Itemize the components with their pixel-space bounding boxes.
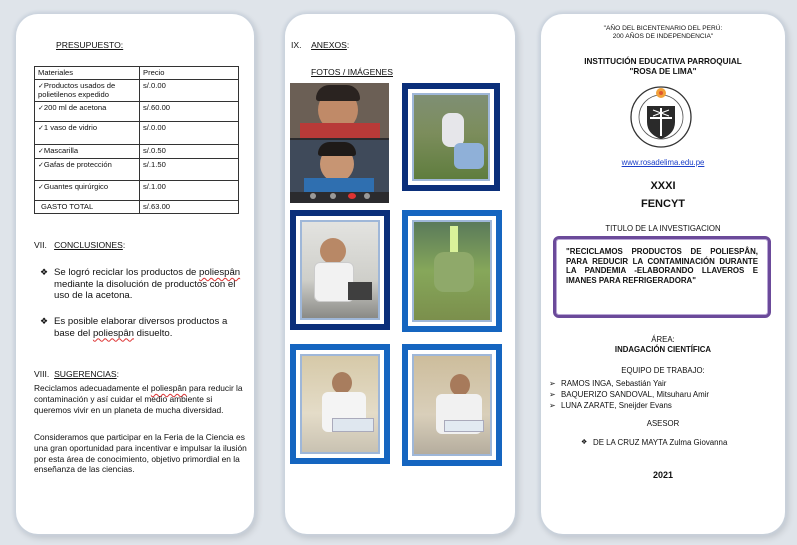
panel-annexes (285, 14, 515, 534)
suggestions-heading: VIII. SUGERENCIAS: (34, 369, 120, 379)
team-member: ➢ BAQUERIZO SANDOVAL, Mitsuharu Amir (549, 390, 710, 399)
check-icon: ✓ (38, 125, 44, 132)
diamond-bullet-icon: ❖ (40, 316, 49, 326)
team-member: ➢ RAMOS INGA, Sebastián Yair (549, 379, 667, 388)
panel-cover (541, 14, 785, 534)
panel-budget-conclusions (16, 14, 254, 534)
year: 2021 (652, 470, 674, 480)
suggestion-paragraph-2: Consideramos que participar en la Feria de la Ciencia es una gran oportunidad para incentivar e impulsar la ilusión por esta área de conocimiento, objetivo primordial en la enseñanza de las ciencias. (34, 432, 247, 475)
research-title-box (553, 236, 771, 318)
annexes-heading: IX. ANEXOS: (291, 40, 350, 50)
title-label: TITULO DE LA INVESTIGACION (605, 224, 721, 233)
price-cell: s/.0.50 (140, 145, 239, 159)
check-icon: ✓ (38, 162, 44, 169)
table-row: ✓Guantes quirúrgico (35, 181, 140, 201)
conclusions-heading: VII. CONCLUSIONES: (34, 240, 126, 250)
area-value: INDAGACIÓN CIENTÍFICA (614, 345, 712, 354)
budget-header-price: Precio (140, 67, 239, 80)
research-title: "RECICLAMOS PRODUCTOS DE POLIESPÂN, PARA REDUCIR LA CONTAMINACIÓN DURANTE LA PANDEMIA -ELABORANDO LLAVEROS E IMANES PARA REFRIGERADORA" (566, 247, 758, 285)
arrow-bullet-icon: ➢ (549, 379, 556, 388)
diamond-bullet-icon: ❖ (40, 267, 49, 277)
year-motto: "AÑO DEL BICENTENARIO DEL PERÚ: 200 AÑOS DE INDEPENDENCIA" (603, 25, 723, 40)
table-row: ✓200 ml de acetona (35, 102, 140, 122)
price-cell: s/.1.50 (140, 159, 239, 181)
photo-frame (290, 344, 390, 464)
total-label: GASTO TOTAL (35, 201, 140, 214)
price-cell: s/.60.00 (140, 102, 239, 122)
arrow-bullet-icon: ➢ (549, 401, 556, 410)
diamond-bullet-icon: ❖ (581, 439, 588, 446)
price-cell: s/.1.00 (140, 181, 239, 201)
team-member: ➢ LUNA ZARATE, Sneijder Evans (549, 401, 672, 410)
conclusion-item: ❖ Se logró reciclar los productos de poliespân mediante la disolución de productos con el uso de la acetona. (40, 267, 241, 301)
table-row: ✓Mascarilla (35, 145, 140, 159)
school-crest-logo (621, 82, 701, 150)
table-row: ✓1 vaso de vidrio (35, 122, 140, 145)
advisor-name: ❖ DE LA CRUZ MAYTA Zulma Giovanna (581, 438, 728, 447)
budget-table (34, 66, 239, 214)
team-label: EQUIPO DE TRABAJO: (621, 366, 705, 375)
arrow-bullet-icon: ➢ (549, 390, 556, 399)
photo-frame (402, 210, 502, 332)
budget-header-materials: Materiales (35, 67, 140, 80)
photo-frame (402, 83, 500, 191)
check-icon: ✓ (38, 184, 44, 191)
table-row: ✓Productos usados de polietilenos expedido (35, 80, 140, 102)
check-icon: ✓ (38, 148, 44, 155)
video-call-photo (290, 83, 389, 203)
area-label: ÁREA: (651, 335, 675, 344)
conclusion-item: ❖ Es posible elaborar diversos productos a base del poliespân disuelto. (40, 316, 228, 339)
suggestion-paragraph-1: Reciclamos adecuadamente el poliespân para reducir la contaminación y así cuidar el medio ambiente si queremos vivir en un planeta de mucha diversidad. (34, 383, 243, 415)
photos-subheading: FOTOS / IMÁGENES (311, 67, 393, 77)
check-icon: ✓ (38, 83, 44, 90)
price-cell: s/.0.00 (140, 122, 239, 145)
event-name: FENCYT (641, 198, 685, 210)
budget-heading: PRESUPUESTO: (56, 40, 124, 50)
advisor-label: ASESOR (646, 419, 680, 428)
website-link[interactable]: www.rosadelima.edu.pe (621, 158, 705, 167)
table-row: ✓Gafas de protección (35, 159, 140, 181)
photo-frame (290, 210, 390, 330)
total-value: s/.63.00 (140, 201, 239, 214)
school-name: INSTITUCIÓN EDUCATIVA PARROQUIAL "ROSA DE LIMA" (584, 57, 742, 76)
photo-frame (402, 344, 502, 466)
check-icon: ✓ (38, 105, 44, 112)
edition-number: XXXI (650, 180, 676, 192)
price-cell: s/.0.00 (140, 80, 239, 102)
